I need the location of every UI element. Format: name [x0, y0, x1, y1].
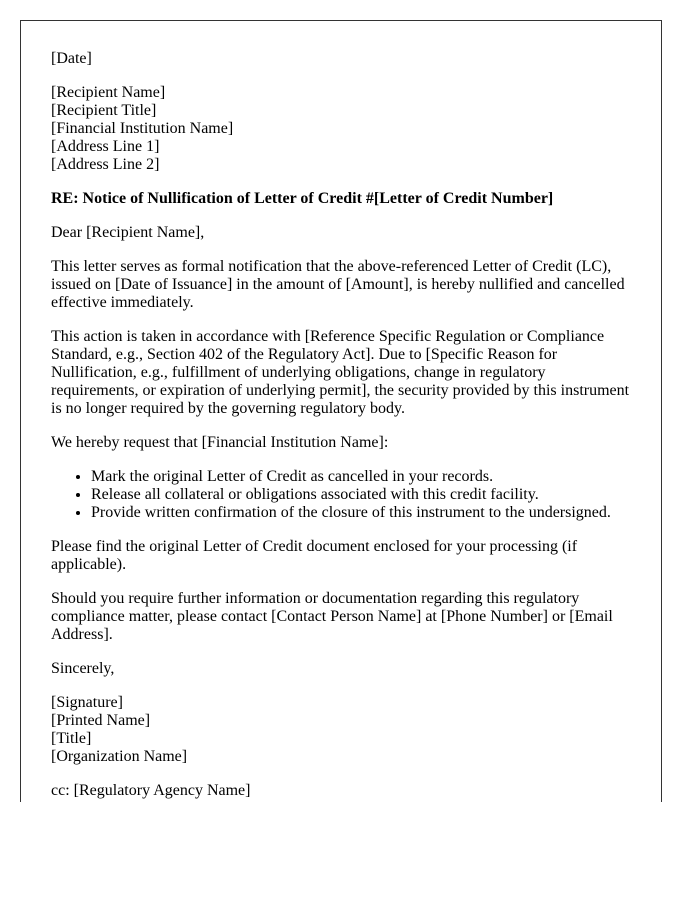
recipient-address-line-2: [Address Line 2] [51, 156, 160, 173]
body-paragraph-enclosure: Please find the original Letter of Credit document enclosed for your processing (if applicable). [51, 538, 578, 573]
recipient-address-block [51, 84, 631, 174]
salutation: Dear [Recipient Name], [51, 224, 205, 241]
letter-document [20, 20, 662, 802]
printed-name: [Printed Name] [51, 712, 151, 729]
date: [Date] [51, 50, 92, 67]
cc-line: cc: [Regulatory Agency Name] [51, 782, 251, 799]
signature-block [51, 694, 631, 766]
valediction: Sincerely, [51, 660, 115, 677]
body-paragraph-request-intro: We hereby request that [Financial Institution Name]: [51, 434, 389, 451]
date-line [51, 50, 631, 68]
request-list [51, 468, 631, 522]
subject-line: RE: Notice of Nullification of Letter of Credit #[Letter of Credit Number] [51, 190, 554, 207]
recipient-institution: [Financial Institution Name] [51, 120, 234, 137]
signature: [Signature] [51, 694, 123, 711]
recipient-name: [Recipient Name] [51, 84, 166, 101]
request-item: • Release all collateral or obligations associated with this credit facility. [91, 486, 631, 504]
recipient-address-line-1: [Address Line 1] [51, 138, 160, 155]
body-paragraph-contact: Should you require further information or documentation regarding this regulatory compliance matter, please contact [Contact Person Name] at [Phone Number] or [Email Address]. [51, 590, 613, 643]
organization-name: [Organization Name] [51, 748, 188, 765]
signer-title: [Title] [51, 730, 92, 747]
body-paragraph-notification: This letter serves as formal notification that the above-referenced Letter of Credit (LC), issued on [Date of Issuance] in the amount of [Amount], is hereby nullified and cancelled effective immediately. [51, 258, 625, 311]
request-item: • Provide written confirmation of the closure of this instrument to the undersigned. [91, 504, 631, 522]
body-paragraph-reason: This action is taken in accordance with [Reference Specific Regulation or Compliance Standard, e.g., Section 402 of the Regulatory Act]. Due to [Specific Reason for Nullification, e.g., fulfillment of underlying obligations, change in regulatory requirements, or expiration of underlying permit], the security provided by this instrument is no longer required by the governing regulatory body. [51, 328, 630, 417]
recipient-title: [Recipient Title] [51, 102, 157, 119]
request-item: • Mark the original Letter of Credit as cancelled in your records. [91, 468, 631, 486]
